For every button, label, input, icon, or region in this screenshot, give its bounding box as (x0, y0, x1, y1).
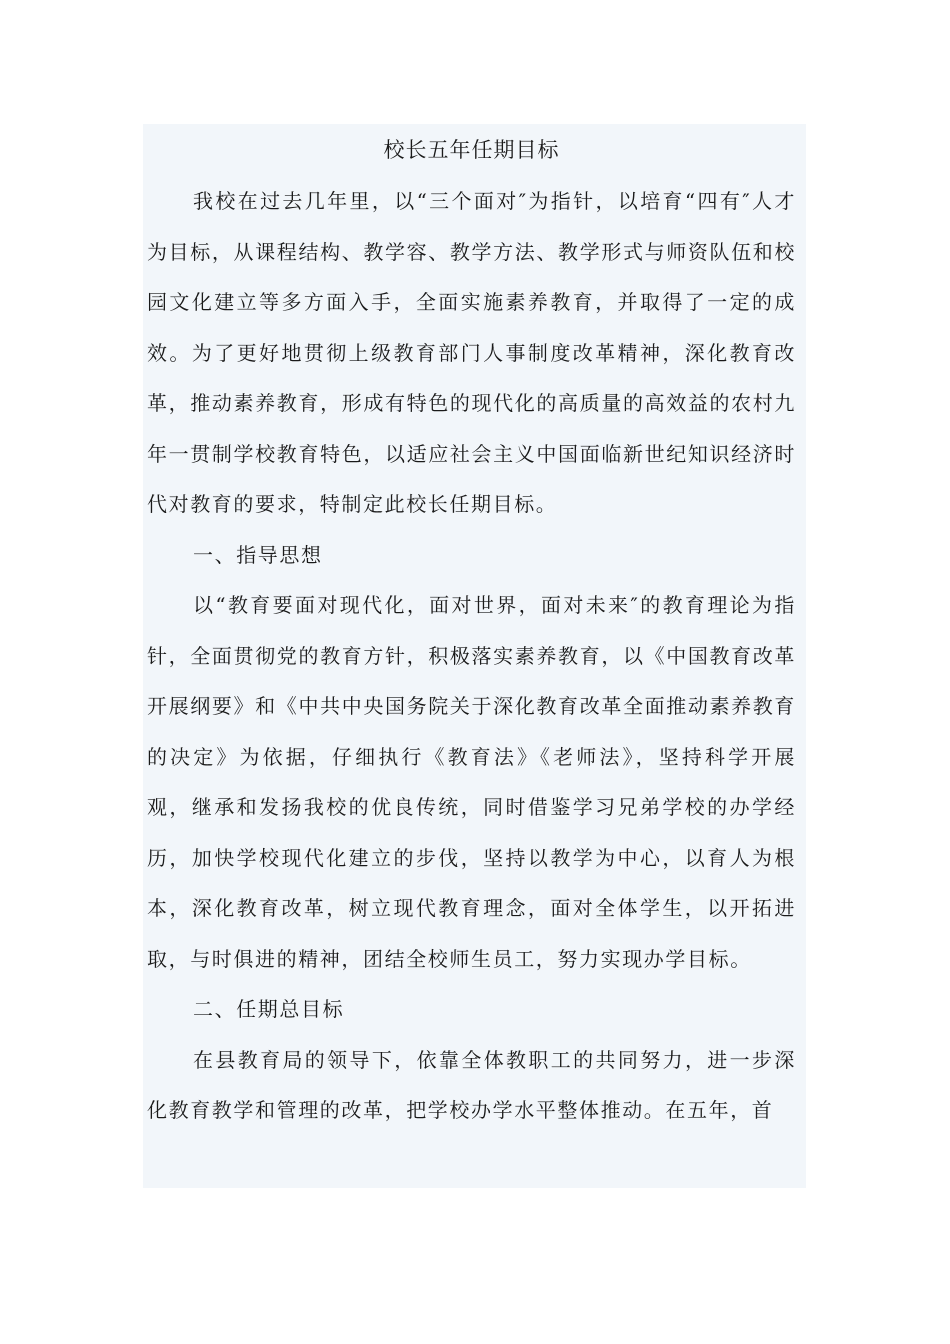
overall-goal-paragraph: 在县教育局的领导下，依靠全体教职工的共同努力，进一步深化教育教学和管理的改革，把学校办学水平整体推动。在五年，首 (147, 1047, 796, 1122)
guiding-thought-paragraph: 以“教育要面对现代化，面对世界，面对未来″的教育理论为指针，全面贯彻党的教育方针，积极落实素养教育，以《中国教育改革开展纲要》和《中共中央国务院关于深化教育改革全面推动素养教育的决定》为依据，仔细执行《教育法》《老师法》，坚持科学开展观，继承和发扬我校的优良传统，同时借鉴学习兄弟学校的办学经历，加快学校现代化建立的步伐，坚持以教学为中心，以育人为根本，深化教育改革，树立现代教育理念，面对全体学生，以开拓进取，与时俱进的精神，团结全校师生员工，努力实现办学目标。 (147, 593, 796, 971)
section-heading-guiding-thought: 一、指导思想 (193, 542, 323, 567)
intro-paragraph: 我校在过去几年里，以“三个面对″为指针，以培育“四有″人才为目标，从课程结构、教学容、教学方法、教学形式与师资队伍和校园文化建立等多方面入手，全面实施素养教育，并取得了一定的成效。为了更好地贯彻上级教育部门人事制度改革精神，深化教育改革，推动素养教育，形成有特色的现代化的高质量的高效益的农村九年一贯制学校教育特色，以适应社会主义中国面临新世纪知识经济时代对教育的要求，特制定此校长任期目标。 (147, 189, 796, 516)
section-heading-overall-goal: 二、任期总目标 (193, 997, 345, 1021)
document-body (143, 124, 806, 1188)
document-title: 校长五年任期目标 (383, 138, 560, 162)
